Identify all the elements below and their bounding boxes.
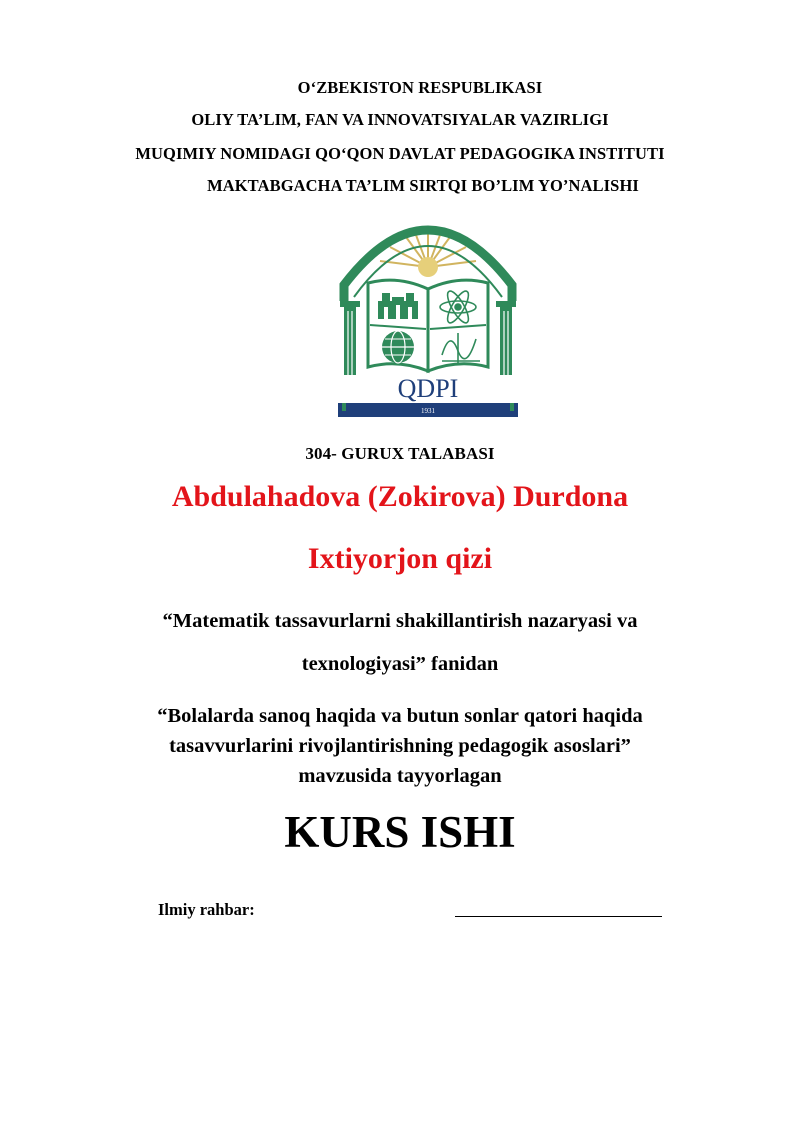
topic-line-2: tasavvurlarini rivojlantirishning pedagogik asoslari”: [169, 735, 631, 757]
country-name: O‘ZBEKISTON RESPUBLIKASI: [297, 78, 543, 97]
logo-text: QDPI: [397, 374, 459, 403]
student-patronymic: Ixtiyorjon qizi: [307, 542, 493, 575]
sun-icon: [418, 257, 438, 277]
student-name: Abdulahadova (Zokirova) Durdona: [171, 480, 629, 513]
logo-year: 1931: [421, 407, 435, 415]
ministry-name: OLIY TA’LIM, FAN VA INNOVATSIYALAR VAZIRLIGI: [191, 110, 609, 129]
supervisor-label: Ilmiy rahbar:: [158, 900, 255, 919]
institute-name: MUQIMIY NOMIDAGI QO‘QON DAVLAT PEDAGOGIKA INSTITUTI: [135, 144, 665, 163]
topic-line-3: mavzusida tayyorlagan: [298, 765, 502, 787]
department-name: MAKTABGACHA TA’LIM SIRTQI BO’LIM YO’NALISHI: [207, 176, 639, 195]
group-label: 304- GURUX TALABASI: [305, 444, 495, 463]
document-type: KURS ISHI: [284, 807, 516, 857]
globe-icon: [382, 331, 414, 363]
subject-line-2: texnologiyasi” fanidan: [301, 653, 499, 675]
topic-line-1: “Bolalarda sanoq haqida va butun sonlar qatori haqida: [157, 705, 643, 727]
signature-line: [455, 916, 662, 917]
institute-logo: [334, 205, 522, 419]
subject-line-1: “Matematik tassavurlarni shakillantirish nazaryasi va: [162, 610, 638, 632]
